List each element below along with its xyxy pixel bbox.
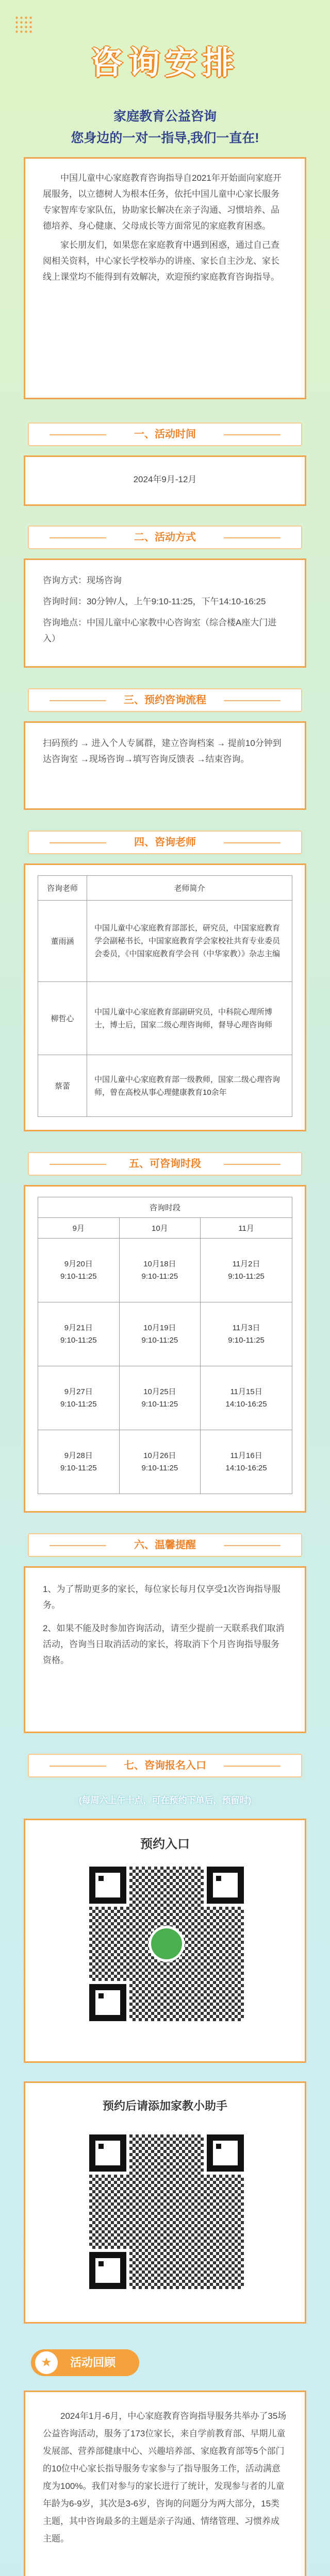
expert-bio: 中国儿童中心家庭教育部副研究员，中科院心理所博士，博士后，国家二级心理咨询师，督导心理咨询师	[87, 982, 292, 1055]
slot-cell: 9月21日 9:10-11:25	[38, 1302, 120, 1366]
table-row	[38, 1366, 292, 1430]
star-icon: ★	[35, 2351, 58, 2374]
time-card	[24, 455, 306, 506]
slot-cell: 10月18日 9:10-11:25	[119, 1239, 201, 1302]
page-slogan: 您身边的一对一指导,我们一直在!	[71, 131, 259, 145]
schedule-caption: 咨询时段	[38, 1197, 292, 1218]
intro-paragraph: 家长朋友们，如果您在家庭教育中遇到困惑，通过自己查阅相关资料，中心家长学校举办的讲座、家长自主沙龙、家长线上课堂均不能得到有效解决，欢迎预约家庭教育咨询指导。	[43, 240, 279, 282]
experts-card	[24, 863, 306, 1131]
section-heading-signup: 七、咨询报名入口	[28, 1754, 302, 1777]
table-row	[38, 1302, 292, 1366]
schedule-table	[38, 1197, 292, 1494]
review-text: 2024年1月-6月，中心家庭教育咨询指导服务共举办了35场公益咨询活动，服务了173位家长，来自学前教育部、早期儿童发展部、营养部健康中心、兴趣培养部、家庭教育部等5个部门的10位中心家长指导服务专家参与了指导服务工作，活动满意度为100%。我们对参与的家长进行了统计，发现参与者的儿童年龄为6-9岁，其次是3-6岁，咨询的问题分为两大部分，15类主题，其中咨询最多的主题是亲子沟通、情绪管理、习惯养成主题。	[43, 2411, 287, 2544]
expert-name: 董雨涵	[38, 901, 87, 982]
month-header: 11月	[201, 1218, 292, 1239]
booking-qr-code[interactable]	[89, 1867, 244, 2021]
slot-cell: 10月25日 9:10-11:25	[119, 1366, 201, 1430]
assistant-qr-title: 预约后请添加家教小助手	[102, 2099, 227, 2112]
method-line: 咨询地点：中国儿童中心家教中心咨询室（综合楼A座大门进入）	[43, 618, 277, 643]
month-header: 10月	[119, 1218, 201, 1239]
time-value: 2024年9月-12月	[133, 474, 197, 484]
booking-qr-title: 预约入口	[140, 1837, 190, 1851]
slot-cell: 9月28日 9:10-11:25	[38, 1430, 120, 1494]
experts-table	[38, 875, 292, 1117]
process-text: 扫码预约 → 进入个人专属群，建立咨询档案 → 提前10分钟到达咨询室 →现场咨询→填写咨询反馈表 →结束咨询。	[43, 738, 282, 764]
notes-card	[24, 1566, 306, 1733]
slot-cell: 11月16日 14:10-16:25	[201, 1430, 292, 1494]
logo-icon	[148, 1926, 185, 1962]
signup-hint: (每周六上午十点，可在预约下单后，预留时)	[78, 1795, 252, 1805]
table-header: 咨询老师	[38, 876, 87, 901]
slot-cell: 11月3日 9:10-11:25	[201, 1302, 292, 1366]
process-card	[24, 721, 306, 810]
section-heading-experts: 四、咨询老师	[28, 831, 302, 854]
note-item: 1、为了帮助更多的家长，每位家长每月仅享受1次咨询指导服务。	[43, 1584, 280, 1610]
table-row	[38, 1239, 292, 1302]
intro-card	[24, 157, 306, 399]
method-card	[24, 558, 306, 668]
assistant-qr-code[interactable]	[89, 2134, 244, 2289]
slot-cell: 11月15日 14:10-16:25	[201, 1366, 292, 1430]
slot-cell: 9月20日 9:10-11:25	[38, 1239, 120, 1302]
section-heading-notes: 六、温馨提醒	[28, 1533, 302, 1557]
table-row	[38, 901, 292, 982]
page-title: 咨询安排	[90, 45, 239, 81]
slot-cell: 10月26日 9:10-11:25	[119, 1430, 201, 1494]
table-row	[38, 982, 292, 1055]
note-item: 2、如果不能及时参加咨询活动，请至少提前一天联系我们取消活动，咨询当日取消活动的家长，将取消下个月咨询指导服务资格。	[43, 1623, 285, 1665]
section-heading-schedule: 五、可咨询时段	[28, 1152, 302, 1176]
section-heading-process: 三、预约咨询流程	[28, 688, 302, 712]
method-line: 咨询方式：现场咨询	[43, 575, 122, 585]
page-subtitle: 家庭教育公益咨询	[113, 109, 217, 124]
review-banner: ★ 活动回顾	[31, 2349, 139, 2376]
assistant-qr-card	[24, 2081, 306, 2324]
expert-name: 柳哲心	[38, 982, 87, 1055]
intro-paragraph: 中国儿童中心家庭教育咨询指导自2021年开始面向家庭开展服务，以立德树人为根本任务，依托中国儿童中心家长服务专家智库专家队伍，协助家长解决在亲子沟通、习惯培养、品德培养、身心健康、父母成长等方面常见的家庭教育困惑。	[43, 173, 282, 231]
decorative-dots	[14, 15, 33, 34]
table-header: 老师简介	[87, 876, 292, 901]
method-line: 咨询时间：30分钟/人，上午9:10-11:25，下午14:10-16:25	[43, 597, 266, 606]
expert-name: 蔡蕾	[38, 1055, 87, 1117]
review-card	[24, 2391, 306, 2576]
month-header: 9月	[38, 1218, 120, 1239]
schedule-card	[24, 1185, 306, 1513]
booking-qr-card	[24, 1819, 306, 2063]
section-heading-time: 一、活动时间	[28, 422, 302, 446]
section-heading-method: 二、活动方式	[28, 526, 302, 549]
table-row	[38, 1430, 292, 1494]
slot-cell: 10月19日 9:10-11:25	[119, 1302, 201, 1366]
expert-bio: 中国儿童中心家庭教育部部长，研究员，中国家庭教育学会副秘书长，中国家庭教育学会家校社共育专业委员会委员，《中国家庭教育学会刊（中华家教）》杂志主编	[87, 901, 292, 982]
table-row	[38, 1055, 292, 1117]
slot-cell: 9月27日 9:10-11:25	[38, 1366, 120, 1430]
slot-cell: 11月2日 9:10-11:25	[201, 1239, 292, 1302]
expert-bio: 中国儿童中心家庭教育部一级教师，国家二级心理咨询师，曾在高校从事心理健康教育10余年	[87, 1055, 292, 1117]
